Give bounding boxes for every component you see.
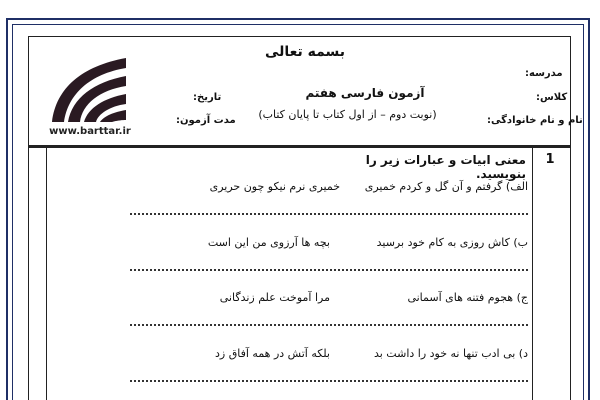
date-label: تاریخ:	[193, 92, 222, 103]
verse-a-second: خمیری نرم نیکو چون حریری	[209, 180, 340, 193]
answer-line-a[interactable]	[130, 213, 528, 215]
school-label: مدرسه:	[525, 68, 563, 79]
question-instruction: معنی ابیات و عبارات زیر را بنویسید.	[365, 153, 526, 181]
verse-b-second: بچه ها آرزوی من این است	[207, 236, 330, 249]
logo-url: www.barttar.ir	[49, 126, 131, 137]
question-number-divider	[532, 148, 533, 400]
question-number: 1	[545, 152, 555, 167]
verse-d-first: د) بی ادب تنها نه خود را داشت بد	[373, 347, 528, 360]
page-title: بسمه تعالی	[264, 44, 346, 60]
verse-b-first: ب) کاش روزی به کام خود برسید	[376, 236, 528, 249]
verse-c-second: مرا آموخت علم زندگانی	[219, 291, 330, 304]
exam-subtitle: (نوبت دوم – از اول کتاب تا پایان کتاب)	[258, 108, 437, 121]
answer-line-d[interactable]	[130, 380, 528, 382]
name-label: نام و نام خانوادگی:	[487, 115, 583, 126]
verse-a-first: الف) گرفتم و آن گل و کردم خمیری	[364, 180, 528, 193]
answer-line-b[interactable]	[130, 269, 528, 271]
verse-d-second: بلکه آتش در همه آفاق زد	[215, 347, 330, 360]
exam-title: آزمون فارسی هفتم	[305, 86, 425, 100]
answer-line-c[interactable]	[130, 324, 528, 326]
class-label: کلاس:	[536, 92, 568, 103]
barttar-logo-icon	[42, 48, 132, 126]
duration-label: مدت آزمون:	[176, 115, 236, 126]
score-column-divider	[46, 148, 47, 400]
verse-c-first: ج) هجوم فتنه های آسمانی	[407, 291, 528, 304]
